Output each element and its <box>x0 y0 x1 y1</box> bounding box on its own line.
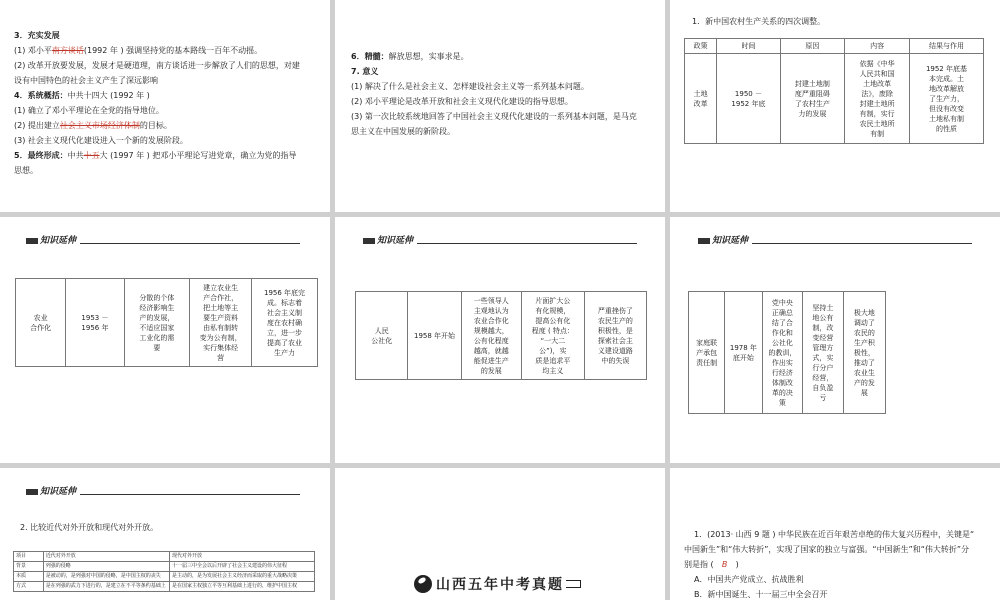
household-table <box>688 291 886 414</box>
table-cell: 党中央 正确总 结了合 作化和 公社化 的教训， 作出实 行经济 体制改 革的决 策 <box>762 292 803 414</box>
significance-2: (2) 邓小平理论是改革开放和社会主义现代化建设的指导思想。 <box>351 97 573 106</box>
table-cell: 十一届三中全会以后开辟了社会主义建设的伟大征程 <box>169 562 314 572</box>
table-cell: 是主动的，是为发展社会主义经济而采取的重大战略决策 <box>169 572 314 582</box>
table-cell: 是被动的，是列强对中国的侵略，是中国主权的丧失 <box>43 572 169 582</box>
option-b[interactable]: B．新中国诞生、十一届三中全会召开 <box>694 590 828 599</box>
slide2-text-block <box>351 49 657 139</box>
slide-shanxi-exam-title[interactable] <box>335 468 665 600</box>
table-cell: 严重挫伤了 农民生产的 积极性，是 探索社会主 义建设道路 中的失误 <box>584 292 646 380</box>
knowledge-extension-heading: 知识延伸 <box>26 233 300 246</box>
table-cell: 片面扩大公 有化规模， 提高公有化 程度 ( 特点： “一大二 公”)，实 质是追求平 均主义 <box>522 292 585 380</box>
table-header: 现代对外开放 <box>169 552 314 562</box>
question-line-3: 别是指 ( B ) <box>684 557 994 572</box>
globe-icon <box>414 575 432 593</box>
table-cell: 1950 － 1952 年底 <box>717 54 780 144</box>
table-cell: 土地 改革 <box>685 54 717 144</box>
slide1-line: (1) 邓小平南方谈话(1992 年 ) 强调坚持党的基本路线一百年不动摇。 <box>14 46 263 55</box>
table-header: 项目 <box>14 552 44 562</box>
table-header: 近代对外开放 <box>43 552 169 562</box>
slide-deng-theory-significance[interactable] <box>335 0 665 212</box>
slide-household-responsibility[interactable] <box>670 217 1000 463</box>
heading-marker-icon <box>26 238 38 244</box>
table-header: 原因 <box>780 39 845 54</box>
knowledge-extension-heading: 知识延伸 <box>698 233 972 246</box>
slide-deng-theory-development[interactable] <box>0 0 330 212</box>
comparison-table <box>13 551 315 592</box>
question-block <box>684 527 994 600</box>
heading-marker-icon <box>363 238 375 244</box>
banner-title: 山西五年中考真题 <box>436 577 564 593</box>
essence-text: 解放思想，实事求是。 <box>388 52 469 61</box>
slide1-line: (1) 确立了邓小平理论在全党的指导地位。 <box>14 106 164 115</box>
question-line-1: 1．(2013· 山西 9 题 ) 中华民族在近百年艰苦卓绝的伟大复兴历程中，关键是“ <box>694 530 975 539</box>
knowledge-extension-heading: 知识延伸 <box>26 484 300 497</box>
significance-3a: (3) 第一次比较系统地回答了中国社会主义现代化建设的一系列基本问题，是马克 <box>351 112 637 121</box>
table-cell: 本质 <box>14 572 44 582</box>
option-a[interactable]: A．中国共产党成立、抗战胜利 <box>694 575 804 584</box>
table-cell: 一些领导人 主观地认为 农业合作化 规模越大， 公有化程度 越高，就越 能促进生产 的发展 <box>461 292 521 380</box>
arrow-icon <box>566 580 581 588</box>
table-row <box>14 562 315 572</box>
table-header: 时间 <box>717 39 780 54</box>
table-cell: 农业 合作化 <box>16 279 66 367</box>
heading-marker-icon <box>698 238 710 244</box>
slide-rural-reform-table[interactable] <box>670 0 1000 212</box>
rural-reform-table <box>684 38 984 144</box>
table-header: 结果与作用 <box>909 39 983 54</box>
table-row <box>14 582 315 592</box>
significance-1: (1) 解决了什么是社会主义、怎样建设社会主义等一系列基本问题。 <box>351 82 589 91</box>
slide1-line: (2) 改革开放要发展，发展才是硬道理，南方谈话进一步解放了人们的思想，对建 <box>14 61 300 70</box>
slide1-line: 3．充实发展 <box>14 31 60 40</box>
answer-mark: B <box>721 560 728 569</box>
slide1-line: 设有中国特色的社会主义产生了深远影响 <box>14 76 158 85</box>
table-cell: 列强的侵略 <box>43 562 169 572</box>
table-cell: 是在国家主权独立平等互利基础上进行的，维护中国主权 <box>169 582 314 592</box>
table-cell: 是在列强的武力下进行的，是建立在不平等条约基础上 <box>43 582 169 592</box>
question-line-2: 中国新生”和“伟大转折”，实现了国家的独立与富强。“中国新生”和“伟大转折”分 <box>684 545 970 554</box>
table-cell: 依据《中华 人民共和国 土地改革 法》，废除 封建土地所 有制，实行 农民土地所 有制 <box>845 54 910 144</box>
comparison-title: 2. 比较近代对外开放和现代对外开放。 <box>20 523 159 532</box>
slide1-line: (2) 提出建立社会主义市场经济体制的目标。 <box>14 121 172 130</box>
knowledge-extension-heading: 知识延伸 <box>363 233 637 246</box>
rural-reform-title: 1．新中国农村生产关系的四次调整。 <box>692 17 826 26</box>
slide-peoples-commune[interactable] <box>335 217 665 463</box>
table-cell: 建立农业生 产合作社， 把土地等主 要生产资料 由私有制转 变为公有制， 实行集体经 营 <box>190 279 252 367</box>
slide1-line: 5．最终形成：中共十五大 (1997 年 ) 把邓小平理论写进党章，确立为党的指导 <box>14 151 297 160</box>
shanxi-exam-banner <box>414 574 581 594</box>
slide-opening-comparison[interactable] <box>0 468 330 600</box>
slide1-line: 4．系统概括：中共十四大 (1992 年 ) <box>14 91 150 100</box>
table-cell: 1956 年底完 成。标志着 社会主义制 度在农村确 立，进一步 提高了农业 生产力 <box>252 279 318 367</box>
slide1-line: 思想。 <box>14 166 38 175</box>
table-cell: 1952 年底基 本完成。土 地改革解放 了生产力， 但没有改变 土地私有制 的性质 <box>909 54 983 144</box>
cooperation-table <box>15 278 318 367</box>
table-cell: 坚持土 地公有 制，改 变经营 管理方 式，实 行分户 经营， 自负盈 亏 <box>803 292 844 414</box>
table-row <box>14 572 315 582</box>
table-cell: 家庭联 产承包 责任制 <box>689 292 725 414</box>
significance-heading: 7. 意义 <box>351 67 379 76</box>
table-cell: 封建土地制 度严重阻碍 了农村生产 力的发展 <box>780 54 845 144</box>
slide-agricultural-cooperation[interactable] <box>0 217 330 463</box>
essence-label: 6．精髓： <box>351 52 389 61</box>
slide-exam-question[interactable] <box>670 468 1000 600</box>
table-cell: 分散的个体 经济影响生 产的发展， 不适应国家 工业化的需 要 <box>124 279 190 367</box>
table-cell: 人民 公社化 <box>356 292 408 380</box>
table-header: 内容 <box>845 39 910 54</box>
commune-table <box>355 291 647 380</box>
table-cell: 1953 － 1956 年 <box>66 279 124 367</box>
heading-marker-icon <box>26 489 38 495</box>
table-header: 政策 <box>685 39 717 54</box>
table-cell: 方式 <box>14 582 44 592</box>
table-cell: 1958 年开始 <box>408 292 461 380</box>
slide1-text-block <box>14 28 320 178</box>
table-cell: 1978 年 底开始 <box>725 292 762 414</box>
table-cell: 背景 <box>14 562 44 572</box>
table-cell: 极大地 调动了 农民的 生产积 极性， 推动了 农业生 产的发 展 <box>843 292 885 414</box>
significance-3b: 思主义在中国发展的新阶段。 <box>351 127 455 136</box>
slide1-line: (3) 社会主义现代化建设进入一个新的发展阶段。 <box>14 136 188 145</box>
